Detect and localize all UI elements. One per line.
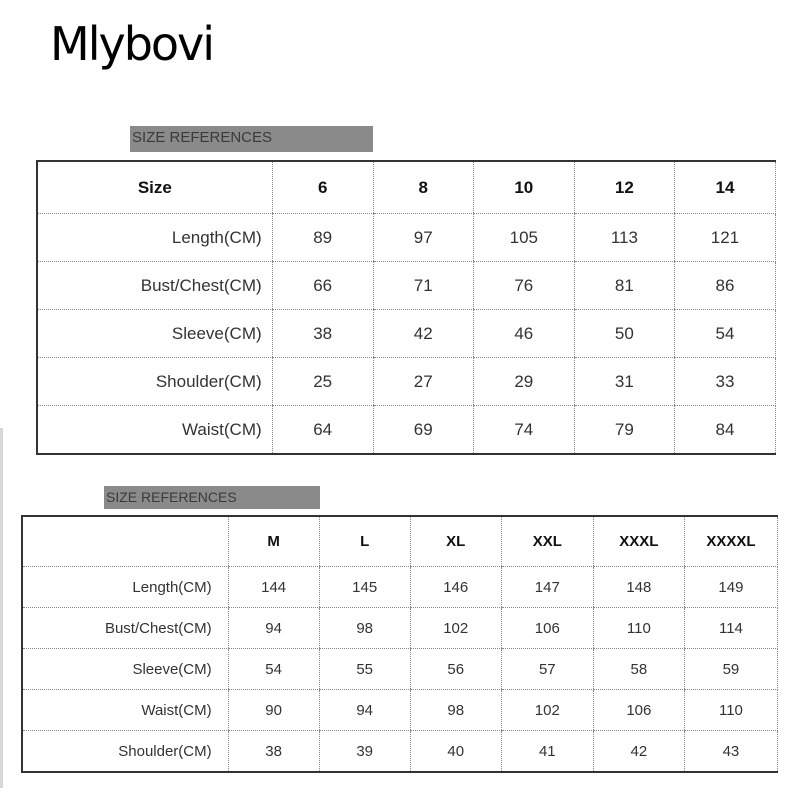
measurement-label: Waist(CM)	[182, 419, 262, 439]
table-cell: 102	[410, 608, 501, 649]
table-cell: 106	[501, 608, 593, 649]
size-header-cell: 8	[373, 161, 473, 214]
brand-logo: Mlybovi	[50, 17, 214, 71]
table-cell: 33	[674, 358, 775, 406]
table-cell: 40	[410, 731, 501, 773]
table-cell: 90	[228, 690, 319, 731]
measurement-label: Shoulder(CM)	[37, 358, 272, 406]
table-cell: 110	[684, 690, 777, 731]
table-header-row	[22, 516, 778, 567]
table-cell: 89	[272, 214, 373, 262]
table-cell: 50	[574, 310, 674, 358]
left-edge-divider	[0, 428, 3, 788]
table-cell: 144	[228, 567, 319, 608]
table-cell: 147	[501, 567, 593, 608]
table-cell: 110	[593, 608, 684, 649]
size-references-label-1: SIZE REFERENCES	[130, 126, 373, 152]
table-cell: 31	[574, 358, 674, 406]
size-header-cell: 6	[272, 161, 373, 214]
table-cell: 41	[501, 731, 593, 773]
table-cell: 98	[319, 608, 410, 649]
size-header-cell: XXL	[501, 516, 593, 567]
table-cell: 97	[373, 214, 473, 262]
table-cell: 54	[228, 649, 319, 690]
measurement-label: Bust/Chest(CM)	[22, 608, 228, 649]
table-cell: 38	[272, 310, 373, 358]
table-cell: 146	[410, 567, 501, 608]
table-cell: 54	[674, 310, 775, 358]
table-cell: 42	[593, 731, 684, 773]
table-cell: 46	[473, 310, 574, 358]
size-header-cell: XL	[410, 516, 501, 567]
kids-size-table	[36, 160, 776, 455]
table-header-row	[37, 161, 776, 214]
size-header-cell: XXXL	[593, 516, 684, 567]
table-cell: 29	[473, 358, 574, 406]
table-row	[37, 310, 776, 358]
size-header-cell: 10	[473, 161, 574, 214]
measurement-label: Shoulder(CM)	[118, 742, 212, 760]
table-cell: 79	[574, 406, 674, 455]
table-cell: 43	[684, 731, 777, 773]
adult-size-table	[21, 515, 778, 773]
table-cell: 42	[373, 310, 473, 358]
table-row	[22, 690, 778, 731]
measurement-label: Length(CM)	[22, 567, 228, 608]
table-cell: 38	[228, 731, 319, 773]
table-cell: 94	[319, 690, 410, 731]
table-cell: 69	[373, 406, 473, 455]
table-row	[22, 567, 778, 608]
table-cell: 102	[501, 690, 593, 731]
table-cell: 86	[674, 262, 775, 310]
size-header-cell: M	[228, 516, 319, 567]
table-row	[37, 214, 776, 262]
table-row	[22, 608, 778, 649]
table-row	[22, 731, 778, 773]
size-header-cell: 14	[674, 161, 775, 214]
size-column-header: Size	[37, 161, 272, 214]
measurement-label: Sleeve(CM)	[37, 310, 272, 358]
size-references-label-2: SIZE REFERENCES	[104, 486, 320, 509]
table-cell: 94	[228, 608, 319, 649]
size-header-cell: 12	[574, 161, 674, 214]
table-row	[22, 649, 778, 690]
table-cell: 27	[373, 358, 473, 406]
table-cell: 56	[410, 649, 501, 690]
table-cell: 148	[593, 567, 684, 608]
table-cell: 74	[473, 406, 574, 455]
table-cell: 57	[501, 649, 593, 690]
measurement-label: Sleeve(CM)	[22, 649, 228, 690]
table-cell: 149	[684, 567, 777, 608]
table-cell: 113	[574, 214, 674, 262]
table-cell: 76	[473, 262, 574, 310]
table-cell: 81	[574, 262, 674, 310]
table-cell: 64	[272, 406, 373, 455]
table-cell: 84	[674, 406, 775, 455]
size-column-header	[22, 516, 228, 567]
table-cell: 121	[674, 214, 775, 262]
table-cell: 39	[319, 731, 410, 773]
table-cell: 114	[684, 608, 777, 649]
table-cell: 98	[410, 690, 501, 731]
size-header-cell: XXXXL	[684, 516, 777, 567]
table-cell: 106	[593, 690, 684, 731]
measurement-label: Bust/Chest(CM)	[37, 262, 272, 310]
table-row	[37, 406, 776, 455]
table-row	[37, 358, 776, 406]
table-cell: 66	[272, 262, 373, 310]
size-header-cell: L	[319, 516, 410, 567]
table-cell: 71	[373, 262, 473, 310]
table-cell: 55	[319, 649, 410, 690]
table-cell: 105	[473, 214, 574, 262]
measurement-label: Length(CM)	[37, 214, 272, 262]
table-cell: 59	[684, 649, 777, 690]
table-cell: 25	[272, 358, 373, 406]
table-cell: 145	[319, 567, 410, 608]
table-cell: 58	[593, 649, 684, 690]
measurement-label: Waist(CM)	[22, 690, 228, 731]
table-row	[37, 262, 776, 310]
